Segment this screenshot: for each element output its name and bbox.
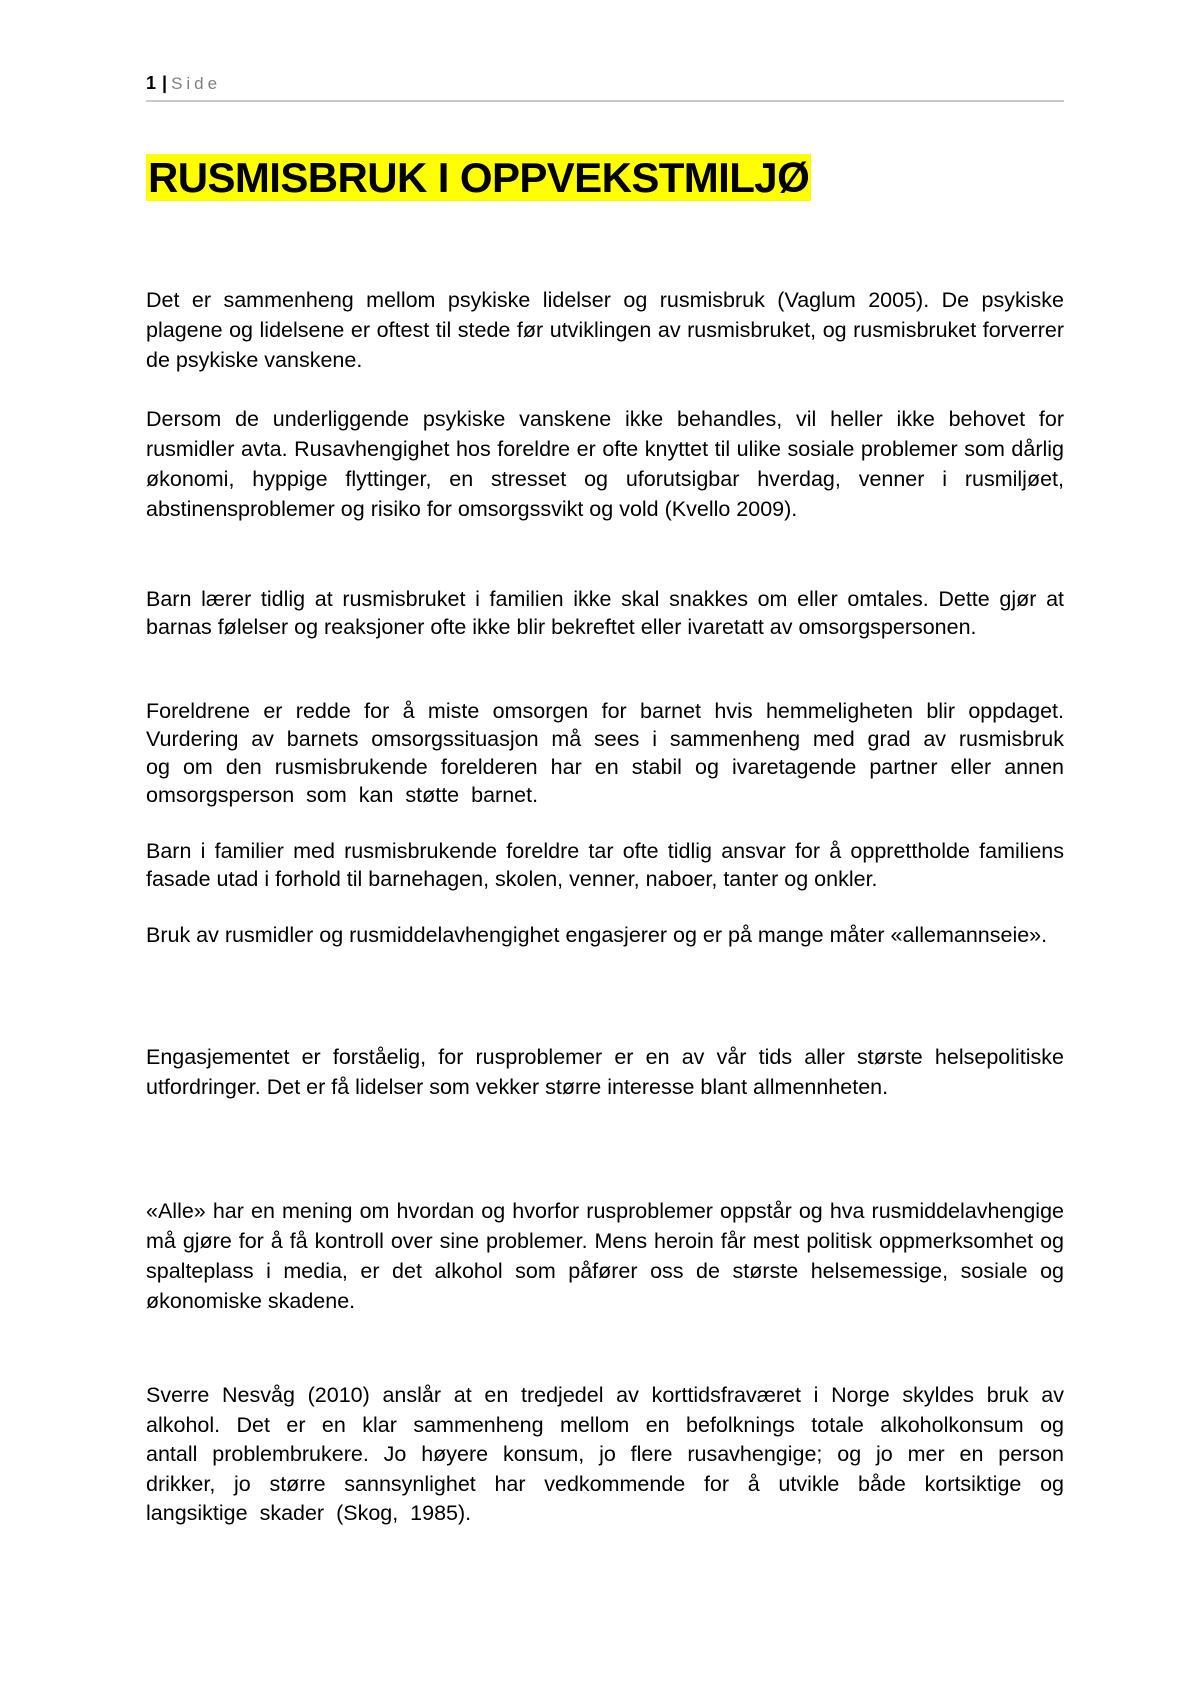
paragraph-4: Foreldrene er redde for å miste omsorgen for barnet hvis hemmeligheten blir oppdaget. Vurdering av barnets omsorgssituasjon må sees i sammenheng med grad av rusmisbruk og om den rusmisbrukende forelderen har en stabil og ivaretagende partner eller annen omsorgsperson som kan støtte barnet. [146,699,1064,807]
title-block [146,152,1064,204]
paragraph-3: Barn lærer tidlig at rusmisbruket i familien ikke skal snakkes om eller omtales. Dette gjør at barnas følelser og reaksjoner ofte ikke blir bekreftet eller ivaretatt av omsorgspersonen. [146,587,1064,639]
paragraph-6: Bruk av rusmidler og rusmiddelavhengighet engasjerer og er på mange måter «allemannseie». [146,923,1048,947]
paragraph-1: Det er sammenheng mellom psykiske lidelser og rusmisbruk (Vaglum 2005). De psykiske plagene og lidelsene er oftest til stede før utviklingen av rusmisbruket, og rusmisbruket forverrer de psykiske vanskene. [146,288,1064,372]
paragraph-8: «Alle» har en mening om hvordan og hvorfor rusproblemer oppstår og hva rusmiddelavhengige må gjøre for å få kontroll over sine problemer. Mens heroin får mest politisk oppmerksomhet og spalteplass i media, er det alkohol som påfører oss de største helsemessige, sosiale og økonomiske skadene. [146,1199,1064,1313]
page-label: Side [171,74,222,93]
document-title: RUSMISBRUK I OPPVEKSTMILJØ [148,154,810,201]
paragraph-7: Engasjementet er forståelig, for rusproblemer er en av vår tids aller største helsepolitiske utfordringer. Det er få lidelser som vekker større interesse blant allmennheten. [146,1045,1064,1099]
paragraph-2: Dersom de underliggende psykiske vanskene ikke behandles, vil heller ikke behovet for rusmidler avta. Rusavhengighet hos foreldre er ofte knyttet til ulike sosiale problemer som dårlig økonomi, hyppige flyttinger, en stresset og uforutsigbar hverdag, venner i rusmiljøet, abstinensproblemer og risiko for omsorgssvikt og vold (Kvello 2009). [146,407,1064,521]
paragraph-9: Sverre Nesvåg (2010) anslår at en tredjedel av korttidsfraværet i Norge skyldes bruk av alkohol. Det er en klar sammenheng mellom en befolknings totale alkoholkonsum og antall problembrukere. Jo høyere konsum, jo flere rusavhengige; og jo mer en person drikker, jo større sannsynlighet har vedkommende for å utvikle både kortsiktige og langsiktige skader (Skog, 1985). [146,1383,1064,1525]
page-number: 1 [146,73,157,93]
page-separator: | [162,73,168,93]
paragraph-5: Barn i familier med rusmisbrukende foreldre tar ofte tidlig ansvar for å opprettholde familiens fasade utad i forhold til barnehagen, skolen, venner, naboer, tanter og onkler. [146,839,1064,891]
page-header [146,72,1064,102]
